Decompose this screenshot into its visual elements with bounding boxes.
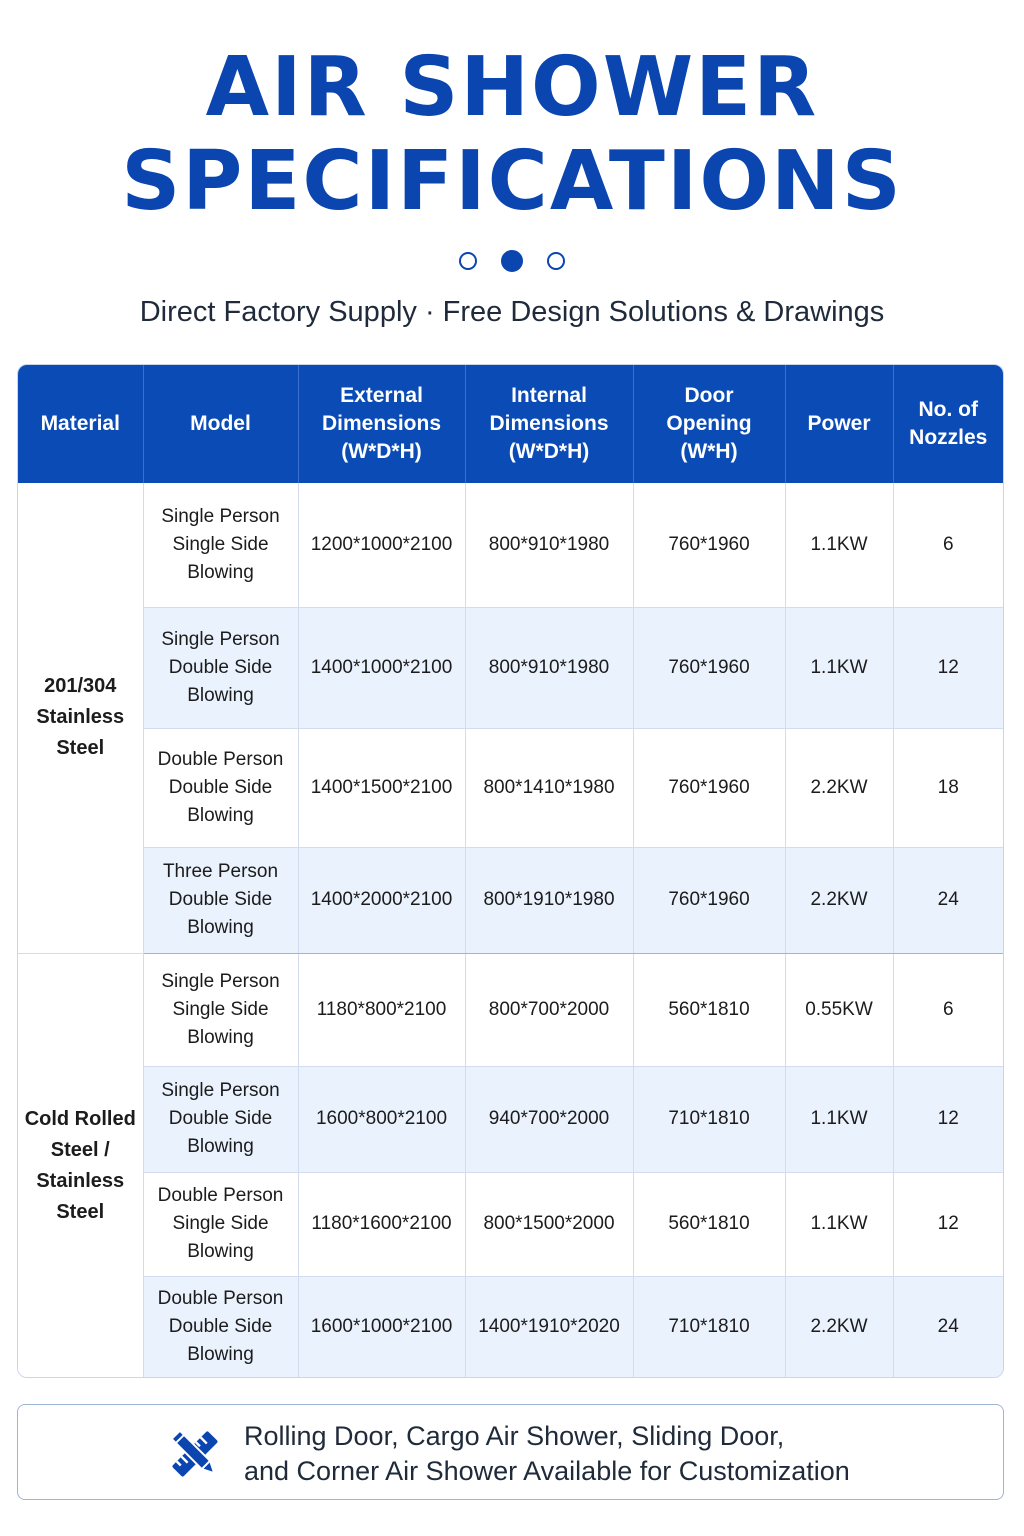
external-dimensions-cell: 1400*1000*2100 <box>298 607 465 728</box>
pager-dot[interactable] <box>547 252 565 270</box>
nozzles-cell: 12 <box>893 1066 1003 1172</box>
table-header-row <box>18 365 1003 483</box>
power-cell: 2.2KW <box>785 847 893 953</box>
table-row <box>18 728 1003 847</box>
external-dimensions-cell: 1400*1500*2100 <box>298 728 465 847</box>
page-title-line-1: AIR SHOWER <box>205 40 819 135</box>
external-dimensions-cell: 1200*1000*2100 <box>298 483 465 607</box>
door-opening-cell: 760*1960 <box>633 728 785 847</box>
power-cell: 2.2KW <box>785 728 893 847</box>
model-cell: Single Person Double Side Blowing <box>143 1066 298 1172</box>
door-opening-cell: 760*1960 <box>633 847 785 953</box>
model-cell: Double Person Single Side Blowing <box>143 1172 298 1276</box>
table-row <box>18 847 1003 953</box>
power-cell: 1.1KW <box>785 1066 893 1172</box>
header-door-opening: Door Opening (W*H) <box>633 365 785 483</box>
material-cell: 201/304 Stainless Steel <box>18 483 143 953</box>
header-model: Model <box>143 365 298 483</box>
model-cell: Three Person Double Side Blowing <box>143 847 298 953</box>
power-cell: 1.1KW <box>785 1172 893 1276</box>
nozzles-cell: 24 <box>893 1276 1003 1378</box>
header-power: Power <box>785 365 893 483</box>
door-opening-cell: 760*1960 <box>633 607 785 728</box>
pager-dots <box>0 252 1024 272</box>
customization-note <box>17 1404 1004 1500</box>
model-cell: Single Person Single Side Blowing <box>143 953 298 1066</box>
door-opening-cell: 560*1810 <box>633 953 785 1066</box>
material-cell: Cold Rolled Steel / Stainless Steel <box>18 953 143 1378</box>
model-cell: Single Person Single Side Blowing <box>143 483 298 607</box>
external-dimensions-cell: 1600*1000*2100 <box>298 1276 465 1378</box>
nozzles-cell: 24 <box>893 847 1003 953</box>
table-row <box>18 1066 1003 1172</box>
power-cell: 0.55KW <box>785 953 893 1066</box>
page-title-line-2: SPECIFICATIONS <box>121 134 903 229</box>
internal-dimensions-cell: 800*910*1980 <box>465 483 633 607</box>
external-dimensions-cell: 1600*800*2100 <box>298 1066 465 1172</box>
door-opening-cell: 560*1810 <box>633 1172 785 1276</box>
nozzles-cell: 12 <box>893 1172 1003 1276</box>
nozzles-cell: 18 <box>893 728 1003 847</box>
pager-dot-active[interactable] <box>501 250 523 272</box>
table-row <box>18 607 1003 728</box>
door-opening-cell: 760*1960 <box>633 483 785 607</box>
model-cell: Double Person Double Side Blowing <box>143 728 298 847</box>
power-cell: 2.2KW <box>785 1276 893 1378</box>
door-opening-cell: 710*1810 <box>633 1276 785 1378</box>
internal-dimensions-cell: 800*700*2000 <box>465 953 633 1066</box>
internal-dimensions-cell: 1400*1910*2020 <box>465 1276 633 1378</box>
design-tools-icon <box>164 1423 226 1485</box>
table-row <box>18 953 1003 1066</box>
internal-dimensions-cell: 800*910*1980 <box>465 607 633 728</box>
external-dimensions-cell: 1180*1600*2100 <box>298 1172 465 1276</box>
pager-dot[interactable] <box>459 252 477 270</box>
external-dimensions-cell: 1180*800*2100 <box>298 953 465 1066</box>
nozzles-cell: 12 <box>893 607 1003 728</box>
internal-dimensions-cell: 800*1500*2000 <box>465 1172 633 1276</box>
model-cell: Single Person Double Side Blowing <box>143 607 298 728</box>
internal-dimensions-cell: 800*1410*1980 <box>465 728 633 847</box>
table-row <box>18 1172 1003 1276</box>
customization-line-2: and Corner Air Shower Available for Customization <box>244 1456 850 1486</box>
subtitle: Direct Factory Supply · Free Design Solutions & Drawings <box>139 296 885 328</box>
door-opening-cell: 710*1810 <box>633 1066 785 1172</box>
specifications-table <box>17 364 1004 1378</box>
nozzles-cell: 6 <box>893 953 1003 1066</box>
nozzles-cell: 6 <box>893 483 1003 607</box>
header-external-dimensions: External Dimensions (W*D*H) <box>298 365 465 483</box>
table-row <box>18 483 1003 607</box>
header-nozzles: No. of Nozzles <box>893 365 1003 483</box>
internal-dimensions-cell: 800*1910*1980 <box>465 847 633 953</box>
header-internal-dimensions: Internal Dimensions (W*D*H) <box>465 365 633 483</box>
customization-line-1: Rolling Door, Cargo Air Shower, Sliding Door, <box>244 1421 785 1451</box>
internal-dimensions-cell: 940*700*2000 <box>465 1066 633 1172</box>
power-cell: 1.1KW <box>785 483 893 607</box>
model-cell: Double Person Double Side Blowing <box>143 1276 298 1378</box>
table-row <box>18 1276 1003 1378</box>
power-cell: 1.1KW <box>785 607 893 728</box>
header-material: Material <box>18 365 143 483</box>
external-dimensions-cell: 1400*2000*2100 <box>298 847 465 953</box>
